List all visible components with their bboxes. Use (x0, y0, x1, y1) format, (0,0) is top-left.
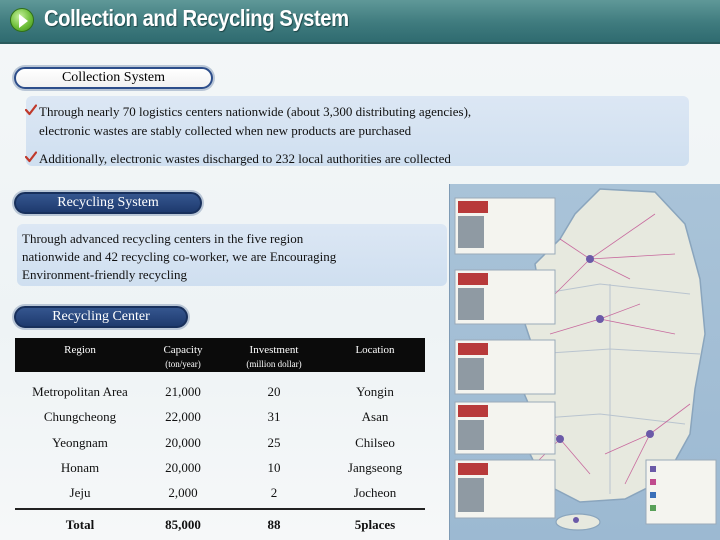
table-header (15, 338, 425, 372)
row-3-region: Yeongnam (52, 435, 108, 450)
row-4-location: Jangseong (347, 460, 403, 475)
play-circle-icon (10, 8, 34, 32)
row-2-location: Asan (361, 409, 389, 424)
recycling-line-1: Through advanced recycling centers in the five region (22, 231, 304, 246)
checkmark-icon (25, 104, 37, 116)
row-1-investment: 20 (267, 384, 281, 399)
total-region: Total (65, 517, 95, 532)
row-3-investment: 25 (267, 435, 281, 450)
column-header-region: Region (64, 344, 96, 356)
row-5-location: Jocheon (353, 485, 397, 500)
row-3-capacity: 20,000 (165, 435, 201, 450)
row-4-investment: 10 (267, 460, 281, 475)
korea-map-illustration (450, 184, 720, 540)
capacity-label: Capacity (163, 344, 203, 356)
row-1-location: Yongin (356, 384, 394, 399)
total-investment: 88 (267, 517, 281, 532)
recycling-line-3: Environment-friendly recycling (22, 267, 187, 282)
row-2-region: Chungcheong (43, 409, 117, 424)
title-bar (0, 0, 720, 44)
row-4-capacity: 20,000 (165, 460, 201, 475)
total-capacity: 85,000 (165, 517, 201, 532)
collection-bullet-1-line-1: Through nearly 70 logistics centers nationwide (about 3,300 distributing agencies), (39, 104, 472, 119)
row-1-capacity: 21,000 (165, 384, 201, 399)
collection-bullet-1-line-2: electronic wastes are stably collected when new products are purchased (39, 123, 412, 138)
row-5-investment: 2 (270, 485, 278, 500)
recycling-center-label: Recycling Center (14, 306, 188, 328)
row-2-investment: 31 (267, 409, 281, 424)
total-divider (15, 508, 425, 510)
investment-label: Investment (249, 344, 299, 356)
capacity-unit: (ton/year) (165, 359, 201, 369)
row-5-capacity: 2,000 (168, 485, 198, 500)
row-1-region: Metropolitan Area (32, 384, 128, 399)
investment-unit: (million dollar) (246, 359, 302, 369)
collection-bullet-2: Additionally, electronic wastes discharged to 232 local authorities are collected (39, 151, 451, 166)
column-header-investment (223, 344, 325, 371)
row-5-region: Jeju (69, 485, 91, 500)
row-3-location: Chilseo (355, 435, 395, 450)
korea-map-image (449, 184, 720, 540)
row-4-region: Honam (60, 460, 100, 475)
total-location: 5places (354, 517, 396, 532)
collection-system-label: Collection System (14, 67, 213, 89)
checkmark-icon (25, 151, 37, 163)
column-header-capacity (133, 344, 233, 371)
recycling-system-label: Recycling System (14, 192, 202, 214)
recycling-line-2: nationwide and 42 recycling co-worker, we are Encouraging (22, 249, 337, 264)
page-title: Collection and Recycling System (44, 5, 349, 31)
column-header-location: Location (355, 344, 395, 356)
row-2-capacity: 22,000 (165, 409, 201, 424)
